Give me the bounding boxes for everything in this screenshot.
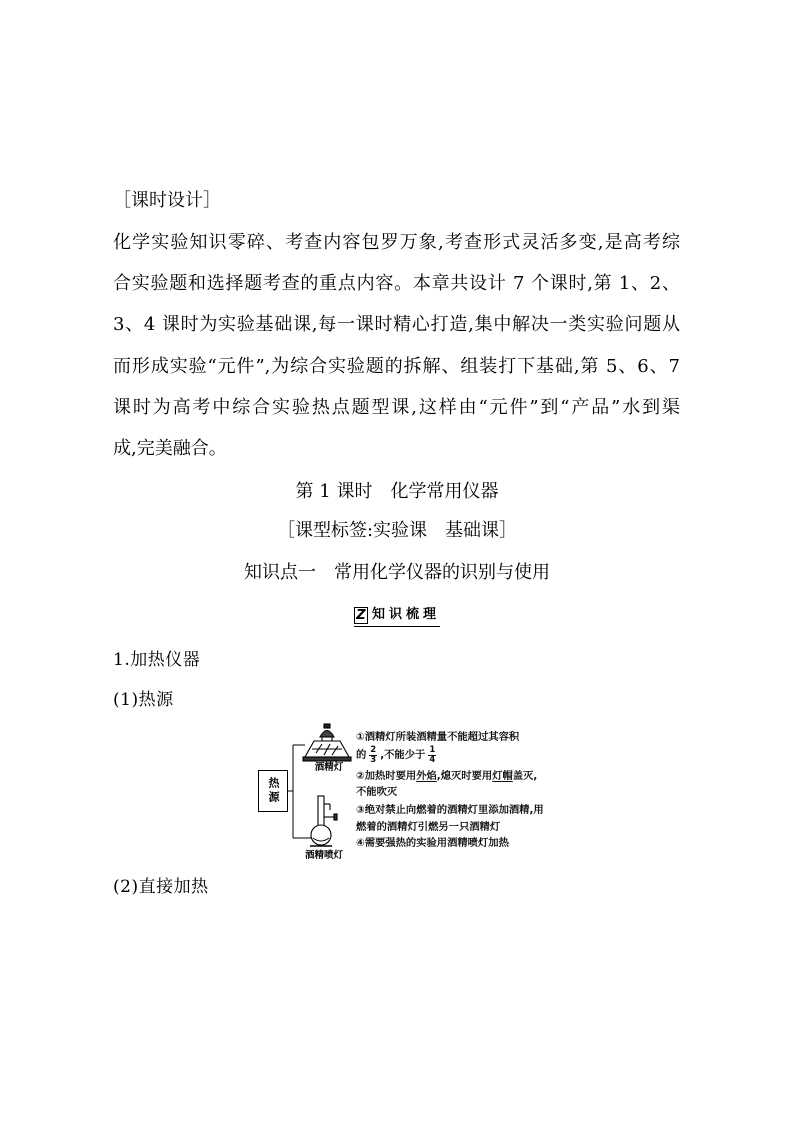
note-3-line-2: 燃着的酒精灯引燃另一只酒精灯 <box>356 821 501 833</box>
intro-line: 而形成实验“元件”,为综合实验题的拆解、组装打下基础,第 5、6、7 <box>113 355 680 377</box>
note-2-underlined-lamp-cap: 灯帽 <box>492 770 513 782</box>
note-2-part: ②加热时要用 <box>356 770 417 782</box>
note-4: ④需要强热的实验用酒精喷灯加热 <box>356 837 509 849</box>
intro-line: 成,完美融合。 <box>113 438 227 460</box>
intro-line: 合实验题和选择题考查的重点内容。本章共设计 7 个课时,第 1、2、 <box>113 273 680 295</box>
intro-line: 3、4 课时为实验基础课,每一课时精心打造,集中解决一类实验问题从 <box>113 314 680 336</box>
intro-line: 化学实验知识零碎、考查内容包罗万象,考查形式灵活多变,是高考综 <box>113 232 680 253</box>
fraction-denominator: 3 <box>370 754 377 765</box>
note-1-prefix: 的 <box>356 749 367 761</box>
knowledge-point-title: 知识点一 常用化学仪器的识别与使用 <box>244 562 550 583</box>
fraction-two-thirds <box>369 746 377 765</box>
section-badge <box>354 604 440 627</box>
note-1-line-1: ①酒精灯所装酒精量不能超过其容积 <box>356 731 520 743</box>
fraction-one-quarter <box>428 746 436 765</box>
note-1-middle: ,不能少于 <box>380 749 426 761</box>
fraction-denominator: 4 <box>429 754 436 765</box>
heading-heating-instruments: 1.加热仪器 <box>113 650 201 670</box>
subheading-direct-heating: (2)直接加热 <box>113 877 209 897</box>
alcohol-blast-lamp-icon <box>310 796 337 846</box>
note-3-line-1: ③绝对禁止向燃着的酒精灯里添加酒精,用 <box>356 804 544 816</box>
alcohol-blast-lamp-label: 酒精喷灯 <box>304 850 343 861</box>
fraction-numerator: 1 <box>429 744 436 755</box>
note-2-part: 盖灭, <box>512 770 538 782</box>
note-2-underlined-outer-flame: 外焰 <box>416 770 437 782</box>
heat-source-box-label: 热源 <box>267 777 280 805</box>
badge-text: 知识梳理 <box>371 607 440 622</box>
heat-source-box <box>258 770 288 812</box>
fraction-numerator: 2 <box>370 744 377 755</box>
lesson-title: 第 1 课时 化学常用仪器 <box>295 481 499 502</box>
intro-line: 课时为高考中综合实验热点题型课,这样由“元件”到“产品”水到渠 <box>113 396 680 418</box>
intro-paragraph <box>113 222 680 469</box>
alcohol-lamp-icon <box>303 724 351 761</box>
section-label: ［课时设计］ <box>113 190 221 211</box>
section-badge-row <box>0 604 794 628</box>
note-1-line-2 <box>356 745 439 765</box>
subheading-heat-source: (1)热源 <box>113 690 174 710</box>
alcohol-lamp-label: 酒精灯 <box>314 762 344 773</box>
lesson-tag: ［课型标签:实验课 基础课］ <box>276 520 518 541</box>
heat-source-diagram <box>250 720 560 868</box>
note-2-part: ,熄灭时要用 <box>436 770 493 782</box>
badge-letter-box: Z <box>354 607 368 624</box>
note-2-line-1 <box>356 769 537 783</box>
note-2-line-2: 不能吹灭 <box>356 786 398 798</box>
